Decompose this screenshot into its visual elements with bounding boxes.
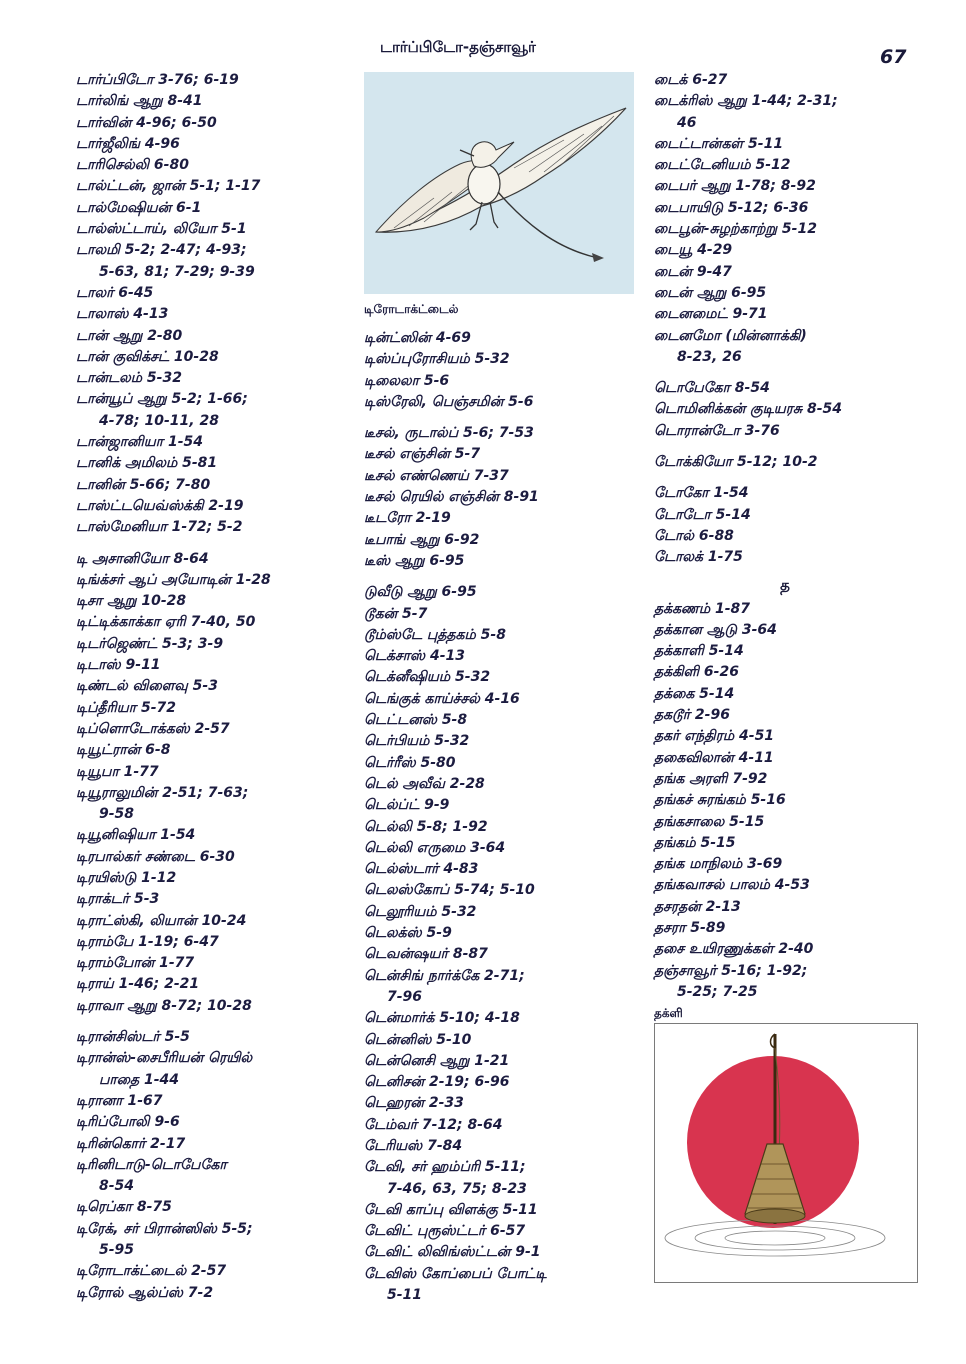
index-entry-text: டோக்கியோ 5-12; 10-2 [654,454,818,471]
index-entry-text: டான் குவிக்சட் 10-28 [76,348,219,365]
index-entry [364,1030,634,1051]
index-entry [364,902,634,923]
index-entry-text: டான்ஜானியா 1-54 [76,434,203,451]
index-entry-text: டியூபா 1-77 [76,763,159,780]
index-entry [364,689,634,710]
index-entry [654,662,916,683]
index-entry-text: டான்டலம் 5-32 [76,370,182,387]
index-entry-text: டிரயிஸ்டு 1-12 [76,869,177,886]
index-entry-text: டிராய் 1-46; 2-21 [76,976,200,993]
spindle-figure [654,1023,918,1283]
index-entry-text: தசை உயிரணுக்கள் 2-40 [654,941,814,958]
index-entry [76,219,346,240]
index-entry-text: தசரதன் 2-13 [654,898,741,915]
index-entry [654,176,916,197]
index-entry-text: டிடர்ஜெண்ட் 5-3; 3-9 [76,635,224,652]
index-entry [654,70,916,91]
index-entry-text: டிஸ்ரேலி, பெஞ்சமின் 5-6 [364,393,534,410]
index-entry-text: டிராவா ஆறு 8-72; 10-28 [76,997,252,1014]
index-entry-text: டொமினிக்கன் குடியரசு 8-54 [654,401,843,418]
index-entry-text: டூகன் 5-7 [364,605,428,622]
index-entry [654,505,916,526]
group-spacer [76,539,346,549]
index-entry-text: டீசல் ரெயில் எஞ்சின் 8-91 [364,489,539,506]
index-entry-text: டேவிட் புரூஸ்ட்டர் 6-57 [364,1223,526,1240]
index-entry [364,966,634,1009]
index-entry [76,240,346,283]
index-entry [364,1115,634,1136]
index-entry-text: டீசல் எஞ்சின் 5-7 [364,446,481,463]
index-entry [364,944,634,965]
index-entry [364,1093,634,1114]
index-entry-text: தக்கணம் 1-87 [654,600,751,617]
index-entry-text: டீசல், ருடால்ப் 5-6; 7-53 [364,425,534,442]
index-entry [76,347,346,368]
index-entry-text: தசரா 5-89 [654,919,726,936]
index-entry-continuation: 5-25; 7-25 [677,983,758,1000]
index-entry-text: தக்கான ஆடு 3-64 [654,621,777,638]
index-entry-text: டிராக்டர் 5-3 [76,891,160,908]
group-spacer [654,473,916,483]
index-entry [654,198,916,219]
index-entry [654,91,916,134]
index-entry [364,530,634,551]
index-entry-text: தங்கம் 5-15 [654,834,736,851]
index-entry-text: டீடரோ 2-19 [364,510,451,527]
group-spacer [364,572,634,582]
index-entry-text: டானின் 5-66; 7-80 [76,476,211,493]
index-entry-text: டாரிசெல்லி 6-80 [76,157,189,174]
index-entry [76,762,346,783]
index-entry [364,1264,634,1307]
index-entry-text: டைக் 6-27 [654,72,728,88]
index-entry [76,676,346,697]
index-entry [654,219,916,240]
index-entry [76,1283,346,1304]
index-entry [76,475,346,496]
index-entry [364,604,634,625]
group-spacer [76,1017,346,1027]
index-entry [364,1157,634,1200]
index-entry [76,368,346,389]
column-2-entries [364,328,634,1306]
index-entry [76,889,346,910]
index-entry [364,444,634,465]
index-entry-text: டிரின்கொர் 2-17 [76,1135,186,1152]
index-entry-text: தங்கசாலை 5-15 [654,813,765,830]
index-entry [654,240,916,261]
index-entry-text: டோகோ 1-54 [654,485,749,502]
index-entry [76,304,346,325]
index-entry-text: டிரபால்கர் சண்டை 6-30 [76,848,235,865]
index-entry [76,996,346,1017]
index-entry-text: டிப்ளொடோக்கஸ் 2-57 [76,720,230,737]
index-entry-text: டென்னெசி ஆறு 1-21 [364,1052,510,1069]
column-3-tha-entries [654,599,916,1004]
index-entry-continuation: 4-78; 10-11, 28 [99,412,219,429]
index-entry-text: டிரெப்கா 8-75 [76,1199,172,1216]
index-entry [654,547,916,568]
index-entry-text: டென்னிஸ் 5-10 [364,1031,472,1048]
index-entry [76,113,346,134]
index-entry [654,812,916,833]
index-entry [654,378,916,399]
index-entry-text: டீஸ் ஆறு 6-95 [364,552,465,569]
index-entry [364,1072,634,1093]
index-entry-continuation: பாதை 1-44 [99,1071,180,1088]
index-entry-continuation: 8-23, 26 [677,348,742,365]
index-entry [76,453,346,474]
spindle-illustration [655,1024,917,1282]
index-entry-text: டார்லிங் ஆறு 8-41 [76,93,203,110]
index-entry-text: டைட்டேனியம் 5-12 [654,157,791,174]
index-entry [364,646,634,667]
index-entry-text: டிரேக், சர் பிரான்ஸிஸ் 5-5; [76,1220,253,1237]
index-entry [654,483,916,504]
index-entry-text: தகைவிலான் 4-11 [654,749,774,766]
index-entry-text: டோல் 6-88 [654,527,734,544]
index-entry [654,769,916,790]
index-entry-text: டைன் 9-47 [654,263,732,280]
index-entry-text: டிரானா 1-67 [76,1092,163,1109]
index-entry [364,349,634,370]
index-entry-continuation: 7-96 [387,988,423,1005]
index-entry [364,328,634,349]
index-entry-text: தங்கச் சுரங்கம் 5-16 [654,792,786,809]
index-entry-text: டிஸ்ப்புரோசியம் 5-32 [364,351,510,368]
index-entry [654,155,916,176]
index-entry [76,634,346,655]
index-entry [654,790,916,811]
index-entry-continuation: 7-46, 63, 75; 8-23 [387,1180,527,1197]
index-entry [364,466,634,487]
index-entry-text: டைபூன்-சுழற்காற்று 5-12 [654,221,817,238]
index-entry-text: டிரான்சிஸ்டர் 5-5 [76,1029,190,1046]
index-entry [364,667,634,688]
index-entry-text: டைபாயிடு 5-12; 6-36 [654,199,809,216]
index-entry-text: தங்க மாநிலம் 3-69 [654,856,783,873]
page-header-title: டார்ப்பிடோ-தஞ்சாவூர் [380,38,536,56]
index-entry [76,326,346,347]
index-entry-continuation: 46 [677,114,697,131]
index-entry [654,897,916,918]
index-entry [364,1008,634,1029]
index-entry [76,612,346,633]
index-entry [364,817,634,838]
index-entry-text: டிங்க்சர் ஆப் அயோடின் 1-28 [76,571,271,588]
index-entry-text: டால்ஸ்ட்டாய், லியோ 5-1 [76,221,247,238]
index-entry [364,1136,634,1157]
index-entry [76,517,346,538]
index-entry-text: டைன் ஆறு 6-95 [654,284,767,301]
index-entry [76,1155,346,1198]
index-entry-text: டெக்சாஸ் 4-13 [364,648,466,665]
index-entry [76,549,346,570]
column-3-entries [654,70,916,569]
index-entry [654,854,916,875]
index-entry-text: டானிக் அமிலம் 5-81 [76,455,218,472]
pterodactyl-figure [364,72,634,294]
index-entry-text: டிரிப்போலி 9-6 [76,1114,180,1131]
index-entry-text: டாலமி 5-2; 2-47; 4-93; [76,242,247,259]
index-entry [76,932,346,953]
index-entry-text: டியூராலுமின் 2-51; 7-63; [76,784,249,801]
index-entry-text: டெலஸ்கோப் 5-74; 5-10 [364,882,535,899]
index-entry [76,1091,346,1112]
column-1-entries [76,70,346,1304]
index-entry-text: டிரோல் ஆல்ப்ஸ் 7-2 [76,1284,214,1301]
index-entry [76,847,346,868]
index-entry-text: டெட்டனஸ் 5-8 [364,712,468,729]
index-entry-text: டிப்தீரியா 5-72 [76,699,176,716]
index-entry [76,911,346,932]
index-entry [76,868,346,889]
index-entry-text: டி அசானியோ 8-64 [76,550,209,567]
index-entry [654,304,916,325]
index-entry [76,1197,346,1218]
index-entry [76,953,346,974]
index-entry-text: டேவிட் லிவிங்ஸ்ட்டன் 9-1 [364,1244,541,1261]
index-entry-text: டாலர் 6-45 [76,284,154,301]
index-entry-text: டேவிஸ் கோப்பைப் போட்டி [364,1265,547,1282]
index-entry-text: தக்கிளி 6-26 [654,664,739,681]
index-entry-text: தகடூர் 2-96 [654,707,730,724]
index-entry-text: டென்மார்க் 5-10; 4-18 [364,1010,520,1027]
spindle-figure-caption: தக்ளி [654,1006,683,1021]
index-entry-text: தங்க அரளி 7-92 [654,770,768,787]
index-entry-continuation: 5-11 [387,1287,423,1304]
index-entry-text: டான்யூப் ஆறு 5-2; 1-66; [76,391,248,408]
index-entry [364,551,634,572]
index-entry [654,875,916,896]
index-entry [76,1112,346,1133]
index-entry [364,838,634,859]
index-entry-text: டிலைலா 5-6 [364,372,450,389]
index-entry [654,526,916,547]
index-entry-text: டார்ஜீலிங் 4-96 [76,135,180,152]
index-entry-text: டேவி காப்பு விளக்கு 5-11 [364,1201,538,1218]
index-entry [364,487,634,508]
index-entry-text: டியூட்ரான் 6-8 [76,742,171,759]
index-entry [654,620,916,641]
index-entry-text: டார்வின் 4-96; 6-50 [76,114,217,131]
index-column-3 [654,70,916,1283]
index-entry [364,1221,634,1242]
index-entry-text: தஞ்சாவூர் 5-16; 1-92; [654,962,808,979]
index-entry-text: டெல் அவீவ் 2-28 [364,775,485,792]
index-entry [76,655,346,676]
index-entry [364,371,634,392]
index-entry [654,961,916,1004]
index-entry [76,70,346,91]
index-entry-text: தங்கவாசல் பாலம் 4-53 [654,877,810,894]
index-entry-text: டெல்ஸ்டார் 4-83 [364,861,479,878]
index-entry-text: டெலக்ஸ் 5-9 [364,925,452,942]
index-entry [76,719,346,740]
pterodactyl-figure-caption: டிரோடாக்ட்டைல் [364,302,459,316]
index-entry-text: டோலக் 1-75 [654,549,743,566]
index-entry-text: டெலூரியம் 5-32 [364,903,477,920]
index-entry [364,795,634,816]
index-entry [654,939,916,960]
index-entry [76,283,346,304]
index-entry [76,91,346,112]
index-entry [364,880,634,901]
index-entry-text: டெல்லி 5-8; 1-92 [364,818,488,835]
index-entry [76,432,346,453]
index-entry-text: டிராம்போன் 1-77 [76,955,195,972]
index-entry-text: டிண்டல் விளைவு 5-3 [76,678,218,695]
group-spacer [654,442,916,452]
index-entry [654,684,916,705]
index-entry-text: டீசல் எண்ணெய் 7-37 [364,467,509,484]
index-entry [654,748,916,769]
index-entry-text: டாலாஸ் 4-13 [76,306,169,323]
index-entry [654,326,916,369]
index-entry-text: டிராட்ஸ்கி, லியான் 10-24 [76,912,247,929]
index-entry-text: டிட்டிக்காக்கா ஏரி 7-40, 50 [76,614,256,631]
section-letter-tha: த [780,575,790,594]
index-entry-text: டெல்லி எருமை 3-64 [364,839,506,856]
index-entry [76,198,346,219]
index-entry-text: டெக்னீஷியம் 5-32 [364,669,491,686]
index-entry [364,423,634,444]
index-entry [76,1219,346,1262]
index-entry [76,570,346,591]
index-entry [364,625,634,646]
index-entry-text: டையூ 4-29 [654,242,733,259]
index-entry [76,1134,346,1155]
index-entry [364,1051,634,1072]
index-entry [76,134,346,155]
index-entry [76,740,346,761]
index-entry [654,726,916,747]
index-entry [76,1048,346,1091]
index-entry [76,1027,346,1048]
index-entry-text: டிராம்பே 1-19; 6-47 [76,933,219,950]
index-entry [654,421,916,442]
page-number: 67 [880,46,907,68]
index-entry [76,496,346,517]
index-entry-text: டெர்ரீஸ் 5-80 [364,754,456,771]
index-entry-text: டென்சிங் நார்க்கே 2-71; [364,967,525,984]
index-entry-text: டைபர் ஆறு 1-78; 8-92 [654,178,816,195]
index-entry [364,774,634,795]
index-entry-text: டெஹரன் 2-33 [364,1095,464,1112]
index-entry-text: தக்காளி 5-14 [654,643,744,660]
index-entry-text: டிரான்ஸ்-சைபீரியன் ரெயில் [76,1050,253,1067]
index-entry-text: டெனிசன் 2-19; 6-96 [364,1074,510,1091]
index-entry-text: டேரியஸ் 7-84 [364,1137,463,1154]
index-entry-text: டிரோடாக்ட்டைல் 2-57 [76,1263,227,1280]
index-entry [654,705,916,726]
index-entry-text: டிசா ஆறு 10-28 [76,593,187,610]
index-entry [364,710,634,731]
index-entry-text: டுவீடு ஆறு 6-95 [364,584,477,601]
index-entry [364,392,634,413]
index-entry [654,134,916,155]
index-entry [76,1261,346,1282]
index-entry-text: டீபாங் ஆறு 6-92 [364,531,480,548]
index-entry-text: டால்மேஷியன் 6-1 [76,199,202,216]
index-entry-text: டார்ப்பிடோ 3-76; 6-19 [76,72,239,88]
index-entry-text: டாஸ்மேனியா 1-72; 5-2 [76,519,243,536]
index-entry [654,283,916,304]
index-entry-text: டெவன்ஷயர் 8-87 [364,946,488,963]
index-entry [76,974,346,995]
index-entry [364,1200,634,1221]
index-entry-text: டின்ட்ஸின் 4-69 [364,330,471,346]
index-entry-text: டெல்ப்ட் 9-9 [364,797,450,814]
index-entry [654,641,916,662]
index-entry-text: டேம்வர் 7-12; 8-64 [364,1116,503,1133]
index-entry [76,176,346,197]
index-entry-text: டைனமோ (மின்னாக்கி) [654,327,807,344]
index-entry-text: டாஸ்ட்டயெவ்ஸ்க்கி 2-19 [76,497,244,514]
index-entry [76,825,346,846]
index-entry-text: டொபேகோ 8-54 [654,380,770,397]
index-entry [76,591,346,612]
index-entry [76,698,346,719]
group-spacer [364,413,634,423]
index-entry-continuation: 9-58 [99,806,135,823]
index-entry-text: டொரான்டோ 3-76 [654,422,780,439]
index-entry-text: டான் ஆறு 2-80 [76,327,183,344]
index-entry-text: டிடாஸ் 9-11 [76,657,161,674]
index-entry [76,783,346,826]
index-entry [364,859,634,880]
index-entry-text: டியூனிஷியா 1-54 [76,827,196,844]
index-entry-text: டால்ட்டன், ஜான் 5-1; 1-17 [76,178,261,195]
index-entry-text: டைக்ரிஸ் ஆறு 1-44; 2-31; [654,93,838,110]
index-entry [654,599,916,620]
index-entry-text: தகர் எந்திரம் 4-51 [654,728,775,745]
index-entry [654,262,916,283]
index-entry-continuation: 5-63, 81; 7-29; 9-39 [99,263,255,280]
index-entry [364,731,634,752]
index-entry [364,508,634,529]
index-entry [654,399,916,420]
index-entry-text: டோடோ 5-14 [654,506,751,523]
index-entry-text: டைட்டான்கள் 5-11 [654,135,784,152]
group-spacer [654,368,916,378]
index-entry [364,923,634,944]
index-entry [654,918,916,939]
index-column-1 [76,70,346,1304]
index-entry [654,452,916,473]
index-entry [76,155,346,176]
index-entry-text: டெங்குக் காய்ச்சல் 4-16 [364,690,520,707]
index-entry [364,753,634,774]
index-entry [654,833,916,854]
index-entry-text: டைனமைட் 9-71 [654,306,768,323]
index-entry [76,389,346,432]
pterodactyl-illustration [364,72,634,294]
index-column-2 [364,72,634,1306]
index-entry [364,1242,634,1263]
index-entry-text: டிரினிடாடு-டொபேகோ [76,1156,227,1173]
index-entry-text: டெர்பியம் 5-32 [364,733,470,750]
index-entry-text: தக்கை 5-14 [654,685,735,702]
index-entry-continuation: 5-95 [99,1242,135,1259]
index-entry-text: டூம்ஸ்டே புத்தகம் 5-8 [364,626,506,643]
index-entry-text: டேவி, சர் ஹம்ப்ரி 5-11; [364,1159,526,1176]
index-entry-continuation: 8-54 [99,1178,135,1195]
index-entry [364,582,634,603]
